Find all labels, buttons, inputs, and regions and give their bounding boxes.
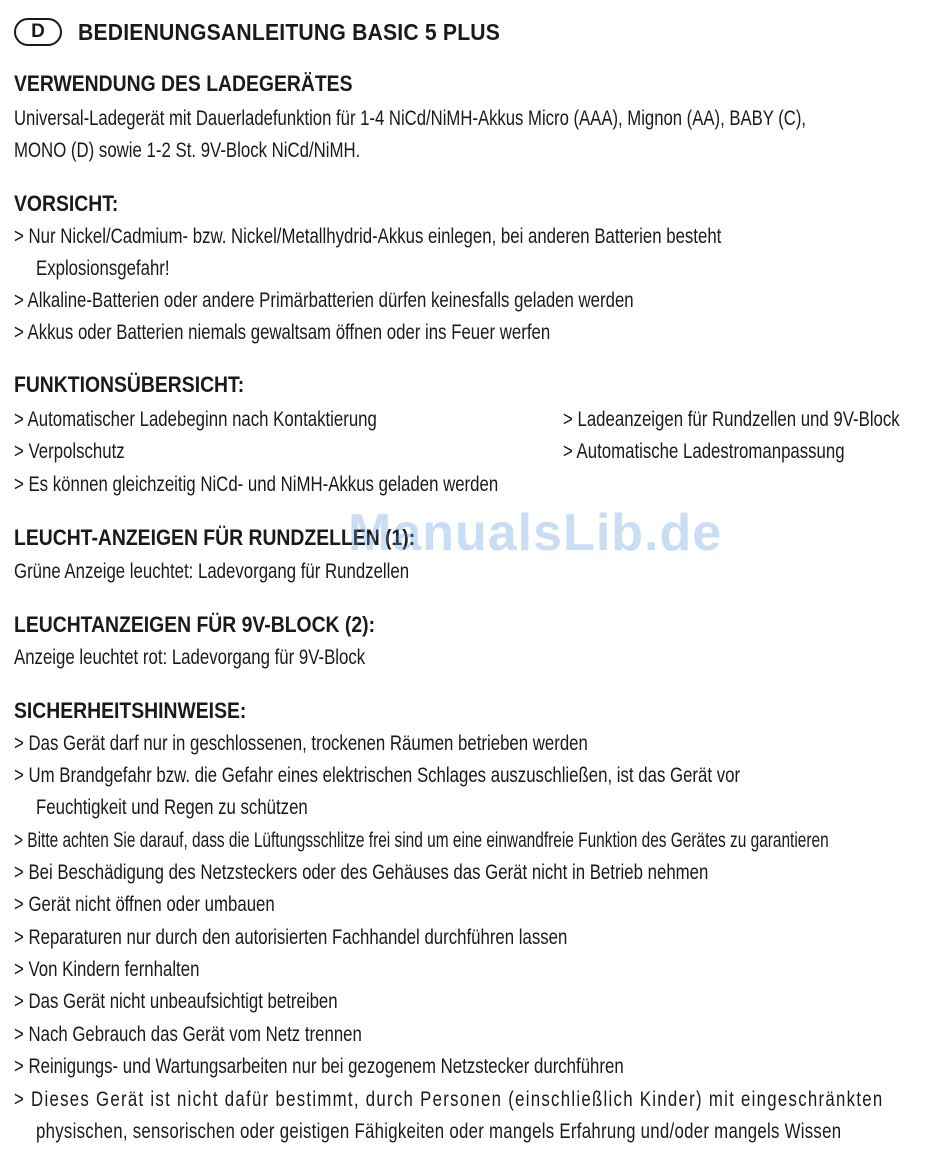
list-item: > Nach Gebrauch das Gerät vom Netz trennen xyxy=(14,1023,362,1046)
title-row xyxy=(14,15,537,49)
heading-rundzellen: LEUCHT-ANZEIGEN FÜR RUNDZELLEN (1): xyxy=(14,525,416,550)
list-item: > Reinigungs- und Wartungsarbeiten nur bei gezogenem Netzstecker durchführen xyxy=(14,1055,624,1078)
list-item: > Bei Beschädigung des Netzsteckers oder des Gehäuses das Gerät nicht in Betrieb nehmen xyxy=(14,861,709,884)
list-item: > Das Gerät nicht unbeaufsichtigt betreiben xyxy=(14,990,338,1013)
text-line: Grüne Anzeige leuchtet: Ladevorgang für Rundzellen xyxy=(14,560,410,583)
list-item: > Akkus oder Batterien niemals gewaltsam öffnen oder ins Feuer werfen xyxy=(14,321,551,344)
page-title: BEDIENUNGSANLEITUNG BASIC 5 PLUS xyxy=(78,18,501,45)
list-item: > Alkaline-Batterien oder andere Primärbatterien dürfen keinesfalls geladen werden xyxy=(14,289,634,312)
list-item: > Bitte achten Sie darauf, dass die Lüftungsschlitze frei sind um eine einwandfreie Funktion des Gerätes zu garantieren xyxy=(14,829,829,852)
list-item: > Von Kindern fernhalten xyxy=(14,958,200,981)
list-item: > Nur Nickel/Cadmium- bzw. Nickel/Metallhydrid-Akkus einlegen, bei anderen Batterien besteht xyxy=(14,225,722,248)
list-item: > Es können gleichzeitig NiCd- und NiMH-Akkus geladen werden xyxy=(14,473,499,496)
list-item: > Um Brandgefahr bzw. die Gefahr eines elektrischen Schlages auszuschließen, ist das Gerät vor xyxy=(14,764,741,787)
country-badge: D xyxy=(14,18,62,46)
text-line: Anzeige leuchtet rot: Ladevorgang für 9V-Block xyxy=(14,646,366,669)
list-item: > Dieses Gerät ist nicht dafür bestimmt, durch Personen (einschließlich Kinder) mit eingeschränkten xyxy=(14,1088,884,1111)
list-item: > Automatische Ladestromanpassung xyxy=(563,440,845,463)
list-item: > Das Gerät darf nur in geschlossenen, trockenen Räumen betrieben werden xyxy=(14,732,588,755)
list-item: > Reparaturen nur durch den autorisierten Fachhandel durchführen lassen xyxy=(14,926,568,949)
list-item: > Automatischer Ladebeginn nach Kontaktierung xyxy=(14,408,377,431)
text-line: MONO (D) sowie 1-2 St. 9V-Block NiCd/NiMH. xyxy=(14,139,361,162)
heading-vorsicht: VORSICHT: xyxy=(14,191,119,216)
text-line: Universal-Ladegerät mit Dauerladefunktion für 1-4 NiCd/NiMH-Akkus Micro (AAA), Mignon (AA), BABY (C), xyxy=(14,107,807,130)
list-item-continuation: physischen, sensorischen oder geistigen Fähigkeiten oder mangels Erfahrung und/oder mangels Wissen xyxy=(36,1120,842,1143)
heading-sicherheit: SICHERHEITSHINWEISE: xyxy=(14,698,247,723)
list-item-continuation: Feuchtigkeit und Regen zu schützen xyxy=(36,796,308,819)
list-item: > Ladeanzeigen für Rundzellen und 9V-Block xyxy=(563,408,900,431)
list-item-continuation: Explosionsgefahr! xyxy=(36,257,170,280)
list-item: > Gerät nicht öffnen oder umbauen xyxy=(14,893,275,916)
heading-block: LEUCHTANZEIGEN FÜR 9V-BLOCK (2): xyxy=(14,612,376,637)
watermark-logo: ManualsLib.de xyxy=(348,504,723,562)
heading-verwendung: VERWENDUNG DES LADEGERÄTES xyxy=(14,71,353,96)
heading-funktion: FUNKTIONSÜBERSICHT: xyxy=(14,372,245,397)
list-item: > Verpolschutz xyxy=(14,440,125,463)
